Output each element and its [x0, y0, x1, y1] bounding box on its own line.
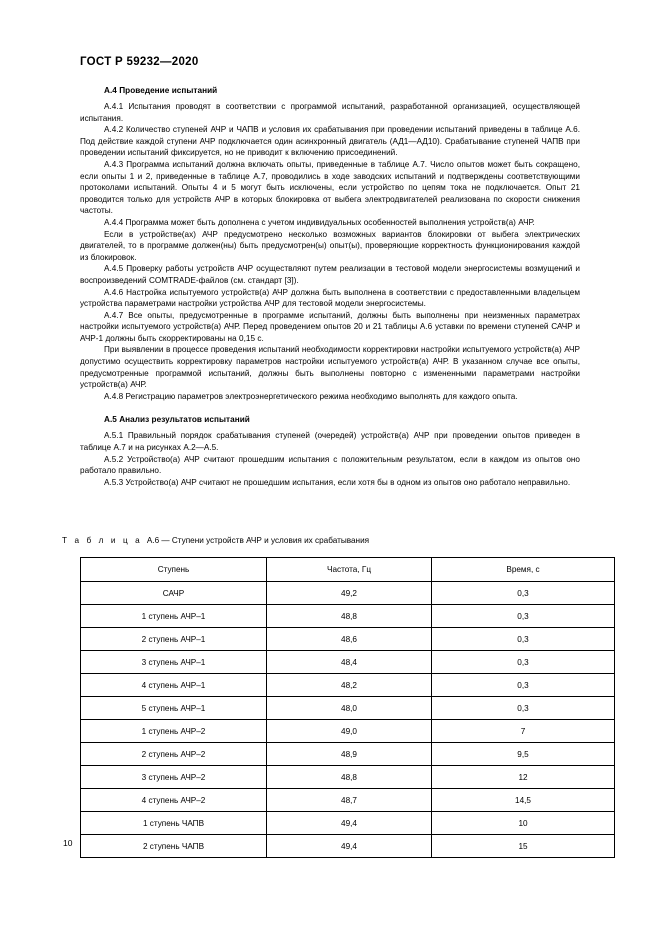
table-cell: 3 ступень АЧР–2 [81, 766, 267, 789]
paragraph-a4-5: А.4.5 Проверку работы устройств АЧР осуществляют путем реализации в тестовой модели энергосистемы возмущений и воспроизведений COMTRADE-файлов (см. стандарт [3]). [80, 264, 580, 285]
section-heading-a4: A.4 Проведение испытаний [104, 86, 218, 95]
table-cell: 14,5 [432, 789, 615, 812]
table-row [81, 720, 615, 743]
table-cell: 2 ступень АЧР–2 [81, 743, 267, 766]
paragraph-a4-2: А.4.2 Количество ступеней АЧР и ЧАПВ и условия их срабатывания при проведении испытаний приведены в таблице А.6. Под действие каждой ступени АЧР подключается один асинхронный двигатель (АД1—АД10). Срабатывание ступеней ЧАПВ при проведении испытаний фиксируется, но не приводит к включению присоединений. [80, 125, 580, 158]
table-cell: 1 ступень АЧР–1 [81, 605, 267, 628]
table-cell: 48,9 [267, 743, 432, 766]
table-cell: 48,6 [267, 628, 432, 651]
paragraph-a4-8: А.4.8 Регистрацию параметров электроэнергетического режима необходимо выполнять для каждого опыта. [104, 391, 518, 401]
table-row [81, 812, 615, 835]
table-cell: 2 ступень АЧР–1 [81, 628, 267, 651]
table-cell: 9,5 [432, 743, 615, 766]
paragraph-a5-1: А.5.1 Правильный порядок срабатывания ступеней (очередей) устройств(а) АЧР при проведении опытов приведен в таблице А.7 и на рисунках А.2—А.5. [80, 431, 580, 453]
document-body [80, 86, 580, 488]
paragraph-a4-4: А.4.4 Программа может быть дополнена с учетом индивидуальных особенностей выполнения устройств(а) АЧР. [104, 217, 535, 227]
table-body [81, 582, 615, 858]
table-cell: 0,3 [432, 697, 615, 720]
table-cell: 10 [432, 812, 615, 835]
paragraph-a5-3: А.5.3 Устройство(а) АЧР считают не прошедшим испытания, если хотя бы в одном из опытов оно работало неправильно. [104, 477, 571, 487]
table-cell: 48,2 [267, 674, 432, 697]
table-cell: 0,3 [432, 674, 615, 697]
table-caption-text: А.6 — Ступени устройств АЧР и условия их срабатывания [146, 536, 370, 545]
table-row [81, 697, 615, 720]
paragraph-a5-2: А.5.2 Устройство(а) АЧР считают прошедшим испытания с положительным результатом, если в каждом из опытов оно работало правильно. [80, 454, 580, 476]
table-cell: 0,3 [432, 605, 615, 628]
table-row [81, 628, 615, 651]
table-cell: 1 ступень АЧР–2 [81, 720, 267, 743]
table-cell: 48,8 [267, 605, 432, 628]
table-header-row [81, 558, 615, 582]
table-cell: 4 ступень АЧР–1 [81, 674, 267, 697]
paragraph-a4-4-note: Если в устройстве(ах) АЧР предусмотрено несколько возможных вариантов блокировки от выбега электрических двигателей, то в программе должен(ны) быть предусмотрен(ы) опыт(ы), проверяющие корректность функционирования каждой из блокировок. [80, 229, 580, 262]
column-header-frequency: Частота, Гц [267, 558, 432, 582]
table-cell: 49,4 [267, 812, 432, 835]
table-caption [62, 536, 369, 545]
table-cell: 48,8 [267, 766, 432, 789]
table-cell: 0,3 [432, 582, 615, 605]
table-row [81, 766, 615, 789]
table-cell: 5 ступень АЧР–1 [81, 697, 267, 720]
page-header: ГОСТ Р 59232—2020 [80, 56, 199, 68]
table-cell: 2 ступень ЧАПВ [81, 835, 267, 858]
section-heading-a5: A.5 Анализ результатов испытаний [104, 415, 250, 425]
table-a6 [80, 557, 615, 858]
table-cell: 49,4 [267, 835, 432, 858]
paragraph-a4-7-note: При выявлении в процессе проведения испытаний необходимости корректировки настройки испытуемого устройств(а) АЧР допустимо осуществить корректировку параметров настройки испытуемого устройств(а) АЧР. В указанном случае все опыты, предусмотренные программой испытаний, должны быть выполнены повторно с измененными параметрами настройки устройств(а) АЧР. [80, 345, 580, 390]
table-cell: 0,3 [432, 651, 615, 674]
table-cell: 48,4 [267, 651, 432, 674]
table-row [81, 789, 615, 812]
table-cell: 4 ступень АЧР–2 [81, 789, 267, 812]
table-row [81, 582, 615, 605]
table-row [81, 835, 615, 858]
table-row [81, 674, 615, 697]
table-cell: САЧР [81, 582, 267, 605]
paragraph-a4-1: А.4.1 Испытания проводят в соответствии с программой испытаний, разработанной организацией, осуществляющей испытания. [80, 102, 580, 123]
table-row [81, 651, 615, 674]
table-cell: 7 [432, 720, 615, 743]
table-row [81, 605, 615, 628]
table-cell: 49,0 [267, 720, 432, 743]
table-caption-label: Т а б л и ц а [62, 536, 143, 545]
table-cell: 12 [432, 766, 615, 789]
table-cell: 0,3 [432, 628, 615, 651]
table-cell: 48,7 [267, 789, 432, 812]
column-header-time: Время, с [432, 558, 615, 582]
table-cell: 15 [432, 835, 615, 858]
paragraph-a4-3: А.4.3 Программа испытаний должна включать опыты, приведенные в таблице А.7. Число опытов может быть сокращено, если опыты 1 и 2, приведенные в таблице А.7, проводились в ходе заводских испытаний и подтверждены соответствующими протоколами испытаний. Опыты 4 и 5 могут быть исключены, если устройство по цепям тока не подключается. Опыт 21 проводится только для устройств АЧР в которых блокировка от выбега электродвигателей реализована по скорости снижения частоты. [80, 159, 580, 216]
table-cell: 3 ступень АЧР–1 [81, 651, 267, 674]
column-header-stage: Ступень [81, 558, 267, 582]
table-cell: 48,0 [267, 697, 432, 720]
page-number: 10 [63, 838, 73, 848]
paragraph-a4-6: А.4.6 Настройка испытуемого устройств(а) АЧР должна быть выполнена в соответствии с предоставленными владельцем устройства параметрами настройки устройства АЧР для тестовой модели энергосистемы. [80, 287, 580, 309]
paragraph-a4-7: А.4.7 Все опыты, предусмотренные в программе испытаний, должны быть выполнены при неизменных параметрах настройки испытуемого устройств(а) АЧР. Перед проведением опытов 20 и 21 таблицы А.6 уставки по времени ступеней САЧР и АЧР-1 должны быть скорректированы на 0,15 с. [80, 310, 580, 343]
table-row [81, 743, 615, 766]
table-cell: 1 ступень ЧАПВ [81, 812, 267, 835]
table-cell: 49,2 [267, 582, 432, 605]
